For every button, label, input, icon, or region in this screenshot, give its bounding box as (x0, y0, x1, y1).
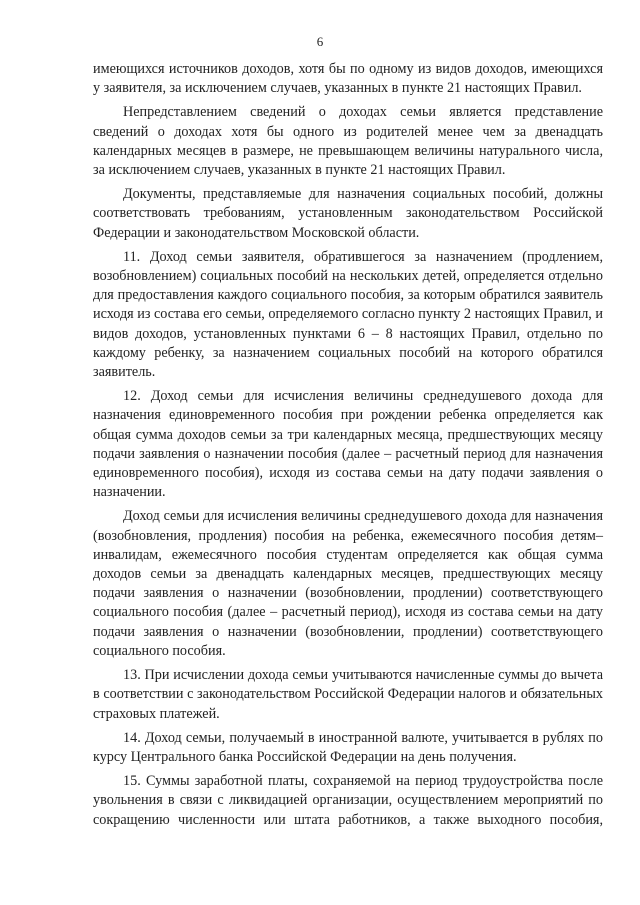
paragraph-item-13: 13. При исчислении дохода семьи учитываются начисленные суммы до вычета в соответствии с законодательством Российской Федерации налогов и обязательных страховых платежей. (93, 667, 603, 722)
paragraph-continuation: имеющихся источников доходов, хотя бы по одному из видов доходов, имеющихся у заявителя, за исключением случаев, указанных в пункте 21 настоящих Правил. (93, 61, 603, 97)
paragraph-item-14: 14. Доход семьи, получаемый в иностранной валюте, учитывается в рублях по курсу Центрального банка Российской Федерации на день получения. (93, 729, 603, 765)
paragraph-item-15: 15. Суммы заработной платы, сохраняемой на период трудоустройства после увольнения в связи с ликвидацией организации, осуществлением мероприятий по сокращению численности или штата работников, а также выходного пособия, (93, 773, 603, 828)
document-body (93, 60, 603, 835)
page-number: 6 (316, 34, 324, 49)
paragraph-documents-requirements: Документы, представляемые для назначения социальных пособий, должны соответствовать требованиям, установленным законодательством Российской Федерации и законодательством Московской области. (93, 186, 603, 241)
paragraph-item-12: 12. Доход семьи для исчисления величины среднедушевого дохода для назначения единовременного пособия при рождении ребенка определяется как общая сумма доходов семьи за три календарных месяца, предшествующих месяцу подачи заявления о назначении пособия (далее – расчетный период для назначения единовременного пособия), исходя из состава семьи на дату подачи заявления о назначении. (93, 388, 603, 501)
paragraph-item-11: 11. Доход семьи заявителя, обратившегося за назначением (продлением, возобновлением) социальных пособий на нескольких детей, определяется отдельно для предоставления каждого социального пособия, за которым обратился заявитель исходя из состава его семьи, определяемого согласно пункту 2 настоящих Правил, и видов доходов, установленных пунктами 6 – 8 настоящих Правил, отдельно по каждому ребенку, за назначением социальных пособий на которого обратился заявитель. (93, 248, 603, 381)
paragraph-nonsubmission-definition: Непредставлением сведений о доходах семьи является представление сведений о доходах хотя бы одного из родителей менее чем за двенадцать календарных месяцев в размере, не превышающем величины натурального числа, за исключением случаев, указанных в пункте 21 настоящих Правил. (93, 104, 603, 179)
paragraph-item-12-continued: Доход семьи для исчисления величины среднедушевого дохода для назначения (возобновления, продления) пособия на ребенка, ежемесячного пособия детям–инвалидам, ежемесячного пособия студентам определяется как общая сумма доходов семьи за двенадцать календарных месяцев, предшествующих месяцу подачи заявления о назначении (возобновлении, продлении) соответствующего социального пособия (далее – расчетный период), исходя из состава семьи на дату подачи заявления о назначении (возобновлении, продлении) соответствующего социального пособия. (93, 508, 603, 659)
